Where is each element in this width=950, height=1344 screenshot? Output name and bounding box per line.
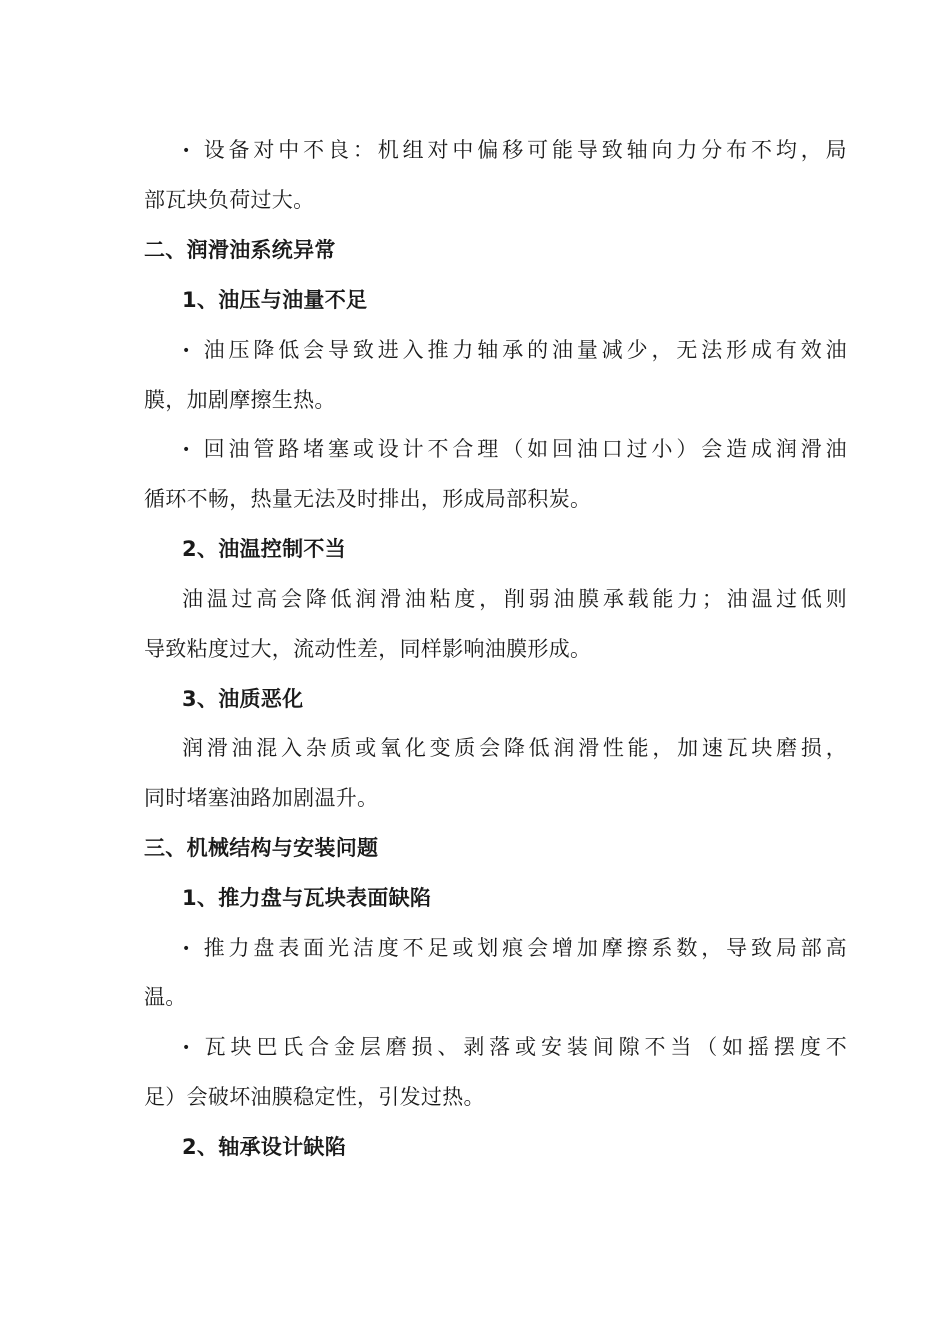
paragraph-line: 润滑油混入杂质或氧化变质会降低润滑性能，加速瓦块磨损， [182,736,847,760]
subsection-heading: 1、推力盘与瓦块表面缺陷 [182,886,432,910]
paragraph-line: 油温过高会降低润滑油粘度，削弱油膜承载能力；油温过低则 [182,587,847,611]
bullet-paragraph-line [182,435,847,464]
paragraph-line: 足）会破坏油膜稳定性，引发过热。 [144,1085,485,1109]
bullet-paragraph-line [182,1033,847,1062]
paragraph-line: 膜，加剧摩擦生热。 [144,388,336,412]
section-heading: 三、机械结构与安装问题 [144,836,379,860]
bullet-icon: • [182,143,191,159]
paragraph-line: 温。 [144,985,187,1009]
bullet-paragraph-line [182,336,847,365]
paragraph-line: 导致粘度过大，流动性差，同样影响油膜形成。 [144,637,592,661]
section-heading: 二、润滑油系统异常 [144,238,336,262]
subsection-heading: 2、轴承设计缺陷 [182,1135,347,1159]
paragraph-line: 同时堵塞油路加剧温升。 [144,786,379,810]
paragraph-text: 推力盘表面光洁度不足或划痕会增加摩擦系数，导致局部高 [200,936,847,960]
bullet-paragraph-line [182,934,847,963]
bullet-paragraph-line [182,136,847,165]
paragraph-text: 瓦块巴氏合金层磨损、剥落或安装间隙不当（如摇摆度不 [200,1035,847,1059]
bullet-icon: • [182,1040,191,1056]
paragraph-text: 油压降低会导致进入推力轴承的油量减少，无法形成有效油 [200,338,847,362]
bullet-icon: • [182,941,191,957]
paragraph-line: 循环不畅，热量无法及时排出，形成局部积炭。 [144,487,592,511]
paragraph-text: 回油管路堵塞或设计不合理（如回油口过小）会造成润滑油 [200,437,847,461]
bullet-icon: • [182,442,191,458]
paragraph-text: 设备对中不良：机组对中偏移可能导致轴向力分布不均，局 [200,138,847,162]
paragraph-line: 部瓦块负荷过大。 [144,188,315,212]
subsection-heading: 3、油质恶化 [182,687,304,711]
subsection-heading: 2、油温控制不当 [182,537,347,561]
bullet-icon: • [182,343,191,359]
subsection-heading: 1、油压与油量不足 [182,288,368,312]
